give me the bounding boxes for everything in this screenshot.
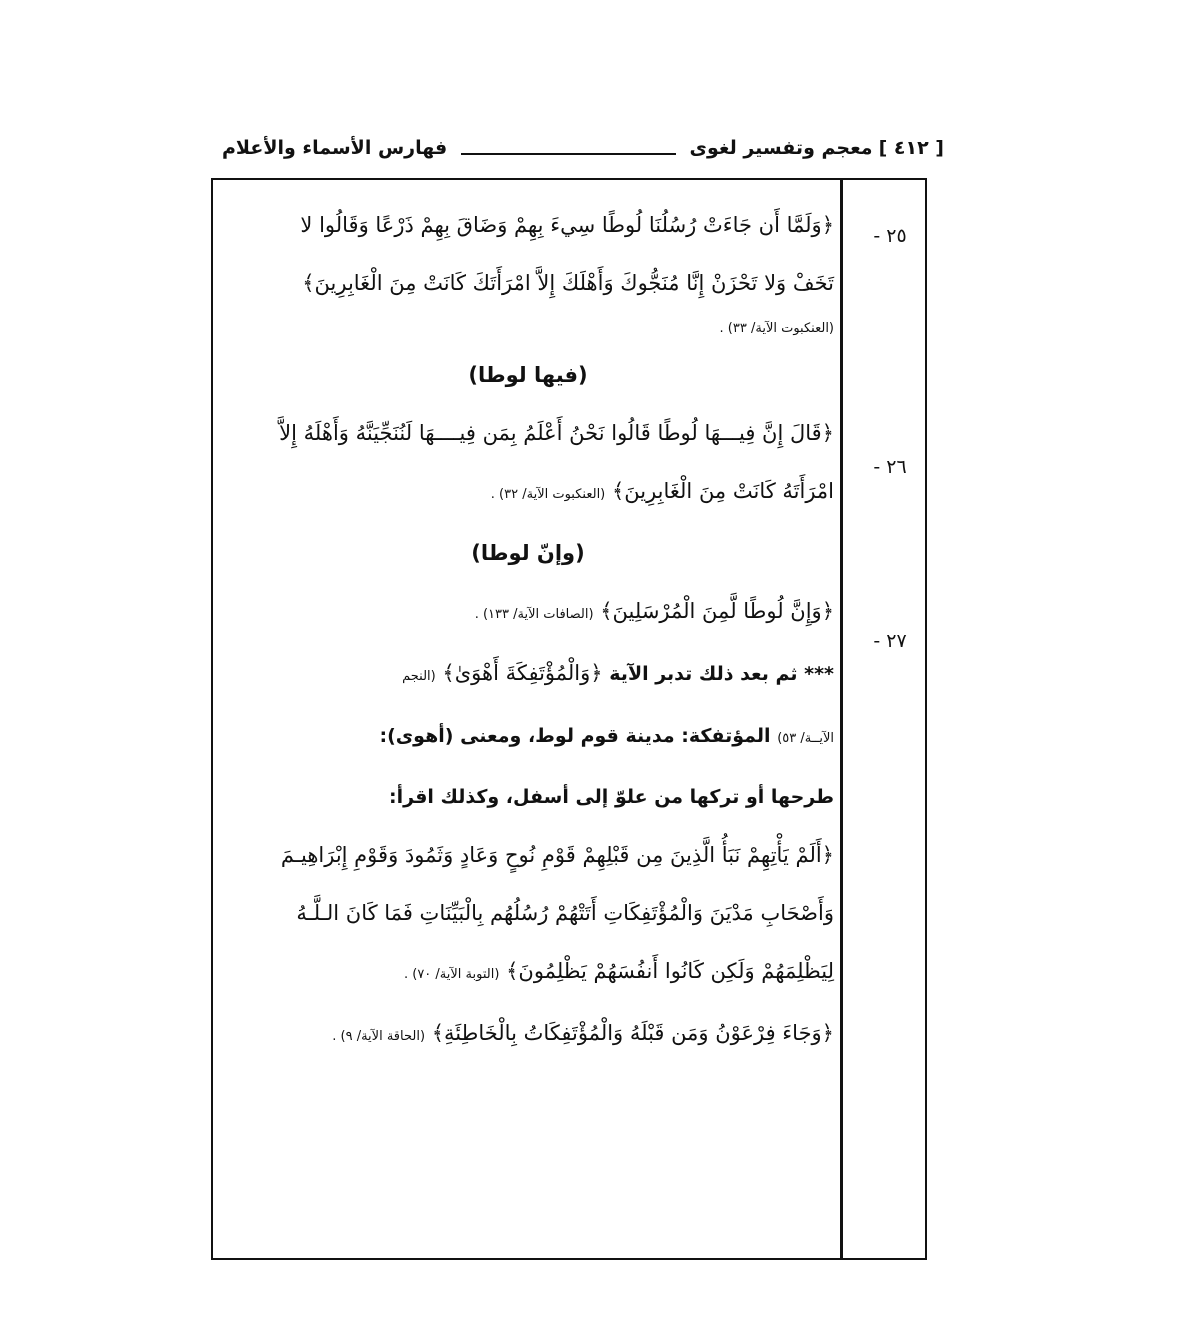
entry-number-25: ٢٥ - — [873, 225, 907, 247]
verse-reference: (العنكبوت الآية/ ٣٢) . — [490, 487, 606, 502]
book-title: معجم وتفسير لغوى — [689, 137, 873, 159]
header-rule — [461, 141, 675, 155]
page-header — [222, 128, 944, 168]
verse-reference: (العنكبوت الآية/ ٣٣) . — [719, 321, 834, 336]
commentary-text: *** ثم بعد ذلك تدبر الآية — [609, 663, 834, 685]
verse-reference: الآيــة/ ٥٣) — [777, 731, 834, 746]
section-heading: (وإنّ لوطا) — [471, 541, 585, 565]
verse-text: امْرَأَتَهُ كَانَتْ مِنَ الْغَابِرِينَ﴾ — [611, 479, 834, 503]
verse-line — [222, 1004, 834, 1066]
verse-line — [222, 582, 834, 644]
commentary-line: طرحها أو تركها من علوّ إلى أسفل، وكذلك اقرأ: — [389, 786, 834, 808]
section-title: فهارس الأسماء والأعلام — [222, 137, 448, 159]
entry-number-26: ٢٦ - — [873, 456, 907, 478]
verse-line — [222, 942, 834, 1004]
verse-text: لِيَظْلِمَهُمْ وَلَكِن كَانُوا أَنفُسَهُمْ يَظْلِمُونَ﴾ — [506, 959, 834, 983]
main-content — [222, 196, 834, 1066]
verse-reference: (الحاقة الآية/ ٩) . — [332, 1029, 426, 1044]
section-heading: (فيها لوطا) — [468, 363, 588, 387]
commentary-line — [222, 644, 834, 706]
entry-number-27: ٢٧ - — [873, 630, 907, 652]
verse-text: ﴿وَإِنَّ لُوطًا لَّمِنَ الْمُرْسَلِينَ﴾ — [600, 599, 834, 623]
verse-text: ﴿وَجَاءَ فِرْعَوْنُ وَمَن قَبْلَهُ وَالْمُؤْتَفِكَاتُ بِالْخَاطِئَةِ﴾ — [431, 1021, 834, 1045]
commentary-text: المؤتفكة: مدينة قوم لوط، ومعنى (أهوى): — [379, 725, 771, 747]
verse-line: ﴿وَلَمَّا أَن جَاءَتْ رُسُلُنَا لُوطًا سِيءَ بِهِمْ وَضَاقَ بِهِمْ ذَرْعًا وَقَالُوا لا — [300, 213, 834, 237]
verse-line: ﴿قَالَ إِنَّ فِيـــهَا لُوطًا قَالُوا نَحْنُ أَعْلَمُ بِمَن فِيــــهَا لَنُنَجِّيَنَّهُ وَأَهْلَهُ إِلاَّ — [279, 421, 834, 445]
page-number: [ ٤١٢ ] — [878, 137, 944, 159]
commentary-line — [222, 706, 834, 768]
verse-line: ﴿أَلَمْ يَأْتِهِمْ نَبَأُ الَّذِينَ مِن قَبْلِهِمْ قَوْمِ نُوحٍ وَعَادٍ وَثَمُودَ وَقَوْمِ إِبْرَاهِيـمَ — [280, 843, 834, 867]
verse-line: وَأَصْحَابِ مَدْيَنَ وَالْمُؤْتَفِكَاتِ أَتَتْهُمْ رُسُلُهُم بِالْبَيِّنَاتِ فَمَا كَانَ الـلَّـهُ — [296, 901, 834, 925]
verse-line: تَخَفْ وَلا تَحْزَنْ إِنَّا مُنَجُّوكَ وَأَهْلَكَ إِلاَّ امْرَأَتَكَ كَانَتْ مِنَ الْغَابِرِينَ﴾ — [302, 271, 834, 295]
verse-line — [222, 462, 834, 524]
column-divider — [840, 180, 843, 1258]
verse-reference: (النجم — [402, 669, 436, 684]
verse-reference: (الصافات الآية/ ١٣٣) . — [474, 607, 594, 622]
verse-reference: (التوبة الآية/ ٧٠) . — [403, 967, 500, 982]
verse-text: ﴿وَالْمُؤْتَفِكَةَ أَهْوَىٰ﴾ — [442, 661, 603, 685]
